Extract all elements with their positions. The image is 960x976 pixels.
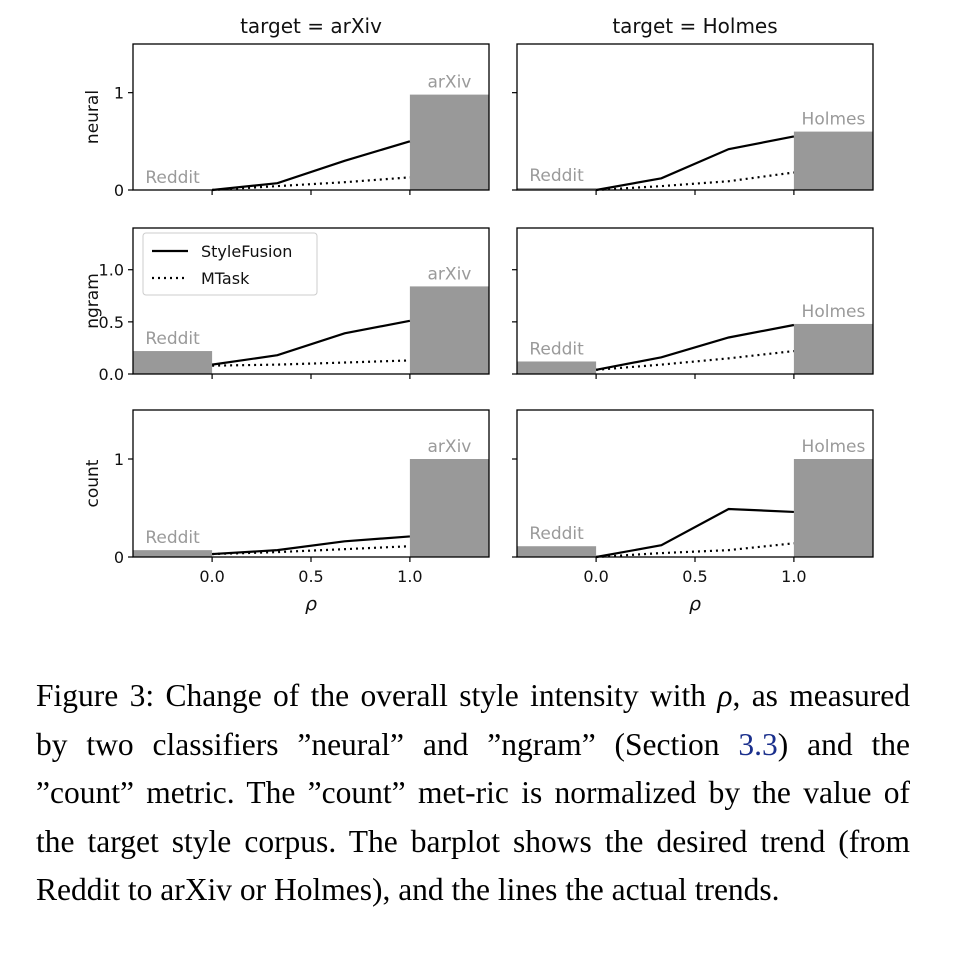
x-tick-label: 1.0 [397, 567, 423, 586]
x-axis-label: ρ [304, 593, 318, 615]
panel-count-holmes-bar-holmes [794, 459, 873, 557]
panel-count-holmes-line-mtask [596, 543, 794, 557]
panel-ngram-arxiv-bar-label-reddit: Reddit [145, 329, 200, 350]
y-tick-label: 1.0 [98, 260, 124, 280]
panel-count-arxiv-bar-arxiv [410, 459, 489, 557]
section-link[interactable]: 3.3 [738, 726, 778, 762]
panel-count-holmes-bar-label-holmes: Holmes [801, 437, 866, 457]
column-title-holmes: target = Holmes [612, 14, 778, 38]
panel-ngram-arxiv-bar-label-arxiv: arXiv [427, 264, 472, 285]
caption-text-1: Change of the overall style intensity with [154, 678, 718, 713]
caption-text-2: , as measured by two classifiers ”neural” and ”ngram” (Section [36, 678, 910, 762]
column-title-arxiv: target = arXiv [240, 14, 382, 38]
panel-ngram-holmes-line-stylefusion [596, 325, 794, 370]
panel-count-arxiv-bar-reddit [133, 550, 212, 557]
panel-neural-arxiv-bar-label-arxiv: arXiv [427, 72, 472, 93]
figure-caption [36, 672, 910, 915]
caption-text-3: ) and the ”count” metric. The ”count” met-ric is normalized by the value of the target style corpus. The barplot shows the desired trend (from Reddit to arXiv or Holmes), and the lines the actual trends. [36, 726, 910, 908]
row-label-count: count [83, 459, 103, 508]
panel-neural-holmes-bar-holmes [794, 132, 873, 190]
panel-ngram-arxiv-bar-reddit [133, 351, 212, 374]
panel-ngram-holmes-line-mtask [596, 351, 794, 370]
panel-neural-holmes-line-stylefusion [596, 136, 794, 190]
x-tick-label: 0.0 [583, 567, 609, 586]
x-axis-label: ρ [688, 593, 702, 615]
y-tick-label: 1 [113, 450, 124, 469]
x-tick-label: 0.0 [199, 567, 225, 586]
x-tick-label: 0.5 [682, 567, 708, 586]
panel-ngram-holmes-bar-label-holmes: Holmes [801, 301, 866, 322]
panel-count-holmes-bar-label-reddit: Reddit [529, 524, 584, 545]
panel-neural-holmes-bar-label-reddit: Reddit [529, 166, 584, 187]
panel-count-holmes-line-stylefusion [596, 509, 794, 557]
panel-neural-holmes-line-mtask [596, 172, 794, 190]
panel-count-arxiv-bar-label-arxiv: arXiv [427, 437, 472, 457]
y-tick-label: 0.5 [98, 312, 124, 332]
row-label-neural: neural [83, 89, 103, 145]
panel-neural-holmes-bar-label-holmes: Holmes [801, 109, 866, 130]
caption-rho: ρ [717, 678, 733, 713]
panel-ngram-arxiv-line-stylefusion [212, 321, 410, 365]
caption-label: Figure 3: [36, 678, 155, 713]
panel-count-arxiv-bar-label-reddit: Reddit [145, 528, 200, 549]
panel-ngram-arxiv-bar-arxiv [410, 286, 489, 374]
legend-label-mtask: MTask [201, 269, 250, 288]
y-tick-label: 0 [113, 181, 124, 200]
x-tick-label: 1.0 [781, 567, 807, 586]
panel-neural-arxiv-bar-label-reddit: Reddit [145, 168, 200, 188]
panel-ngram-holmes-bar-holmes [794, 324, 873, 374]
panel-neural-arxiv-bar-arxiv [410, 95, 489, 190]
panel-ngram-holmes-bar-label-reddit: Reddit [529, 339, 584, 360]
x-tick-label: 0.5 [298, 567, 324, 586]
panel-count-arxiv-line-stylefusion [212, 536, 410, 554]
y-tick-label: 0 [113, 548, 124, 567]
panel-neural-arxiv-line-mtask [212, 177, 410, 190]
y-tick-label: 0.0 [98, 365, 124, 384]
y-tick-label: 1 [113, 83, 124, 103]
panel-ngram-holmes-bar-reddit [517, 361, 596, 374]
panel-neural-arxiv-line-stylefusion [212, 141, 410, 190]
legend-label-stylefusion: StyleFusion [201, 242, 293, 261]
panel-count-holmes-bar-reddit [517, 546, 596, 557]
row-label-ngram: ngram [83, 273, 103, 329]
